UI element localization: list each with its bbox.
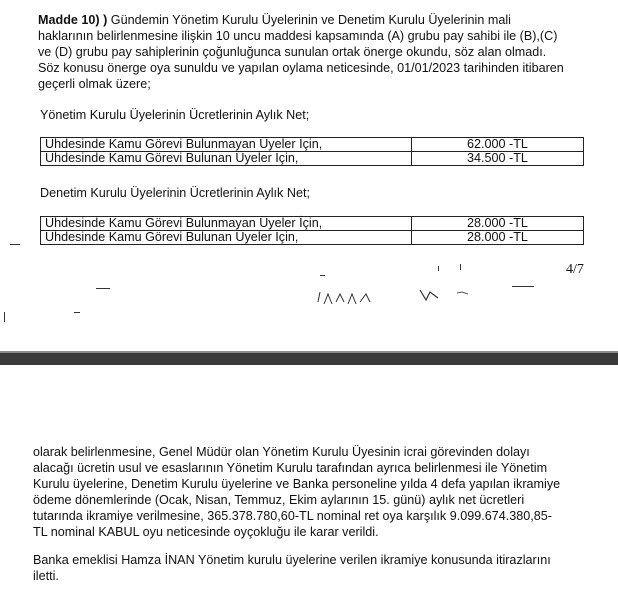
scan-mark [320,275,325,276]
page-break-bar [0,351,618,365]
objection-paragraph [33,552,581,584]
table-cell-label: Uhdesinde Kamu Görevi Bulunan Üyeler İçin, [41,152,412,166]
table-cell-label: Uhdesinde Kamu Görevi Bulunan Üyeler İçin, [41,231,412,245]
paragraph-line: iletti. [33,569,59,583]
paragraph-line: ve (D) grubu pay sahiplerinin çoğunluğunca sunulan ortak önerge okundu, söz alan olmadı. [38,45,547,59]
paragraph-line: Madde 10) ) Gündemin Yönetim Kurulu Üyelerinin ve Denetim Kurulu Üyelerinin mali [38,13,511,27]
table-cell-label: Uhdesinde Kamu Görevi Bulunmayan Üyeler İçin, [41,217,412,231]
paragraph-line: alacağı ücretin usul ve esaslarının Yönetim Kurulu tarafından ayrıca belirlenmesi ile Yönetim [33,461,548,475]
agenda-item-10-paragraph [38,12,584,92]
table-row [41,231,584,245]
board-salary-heading: Yönetim Kurulu Üyelerinin Ücretlerinin Aylık Net; [40,108,310,122]
scan-mark [10,244,20,245]
paragraph-line: Banka emeklisi Hamza İNAN Yönetim kurulu üyelerine verilen ikramiye konusunda itirazlarını [33,553,551,567]
table-cell-label: Uhdesinde Kamu Görevi Bulunmayan Üyeler İçin, [41,138,412,152]
table-row [41,217,584,231]
page-number: 4/7 [566,262,584,277]
item-label: Madde 10) ) [38,13,108,27]
board-salary-table [40,137,584,166]
paragraph-line: ödeme dönemlerinde (Ocak, Nisan, Temmuz, Ekim aylarının 15. günü) aylık net ücretleri [33,493,525,507]
table-row [41,138,584,152]
paragraph-line: Söz konusu önerge oya sunuldu ve yapılan oylama neticesinde, 01/01/2023 tarihinden itibaren [38,61,564,75]
audit-salary-heading: Denetim Kurulu Üyelerinin Ücretlerinin Aylık Net; [40,186,310,200]
paragraph-line: TL nominal KABUL oyu neticesinde oyçokluğu ile karar verildi. [33,525,379,539]
scan-mark [438,266,439,271]
decision-paragraph [33,444,581,540]
scan-mark [96,288,110,289]
audit-salary-table [40,216,584,245]
signature-scribble [456,290,470,296]
scan-mark [512,286,534,287]
scan-mark [74,312,80,313]
table-cell-value: 34.500 -TL [412,152,584,166]
paragraph-line: Kurulu üyelerine, Denetim Kurulu üyelerine ve Banka personeline yılda 4 defa yapılan ikramiye [33,477,561,491]
signature-scribble [418,288,440,302]
table-cell-value: 62.000 -TL [412,138,584,152]
paragraph-line: geçerli olmak üzere; [38,77,151,91]
paragraph-line: olarak belirlenmesine, Genel Müdür olan Yönetim Kurulu Üyesinin icrai görevinden dolayı [33,445,530,459]
scan-mark [460,264,461,270]
table-cell-value: 28.000 -TL [412,217,584,231]
table-cell-value: 28.000 -TL [412,231,584,245]
paragraph-line: haklarının belirlenmesine ilişkin 10 uncu maddesi kapsamında (A) grubu pay sahibi ile (B),(C) [38,29,558,43]
paragraph-line: tutarında ikramiye verilmesine, 365.378.780,60-TL nominal ret oya karşılık 9.099.674.380,85- [33,509,552,523]
scan-mark [4,312,5,322]
table-row [41,152,584,166]
signature-scribble [316,290,380,306]
